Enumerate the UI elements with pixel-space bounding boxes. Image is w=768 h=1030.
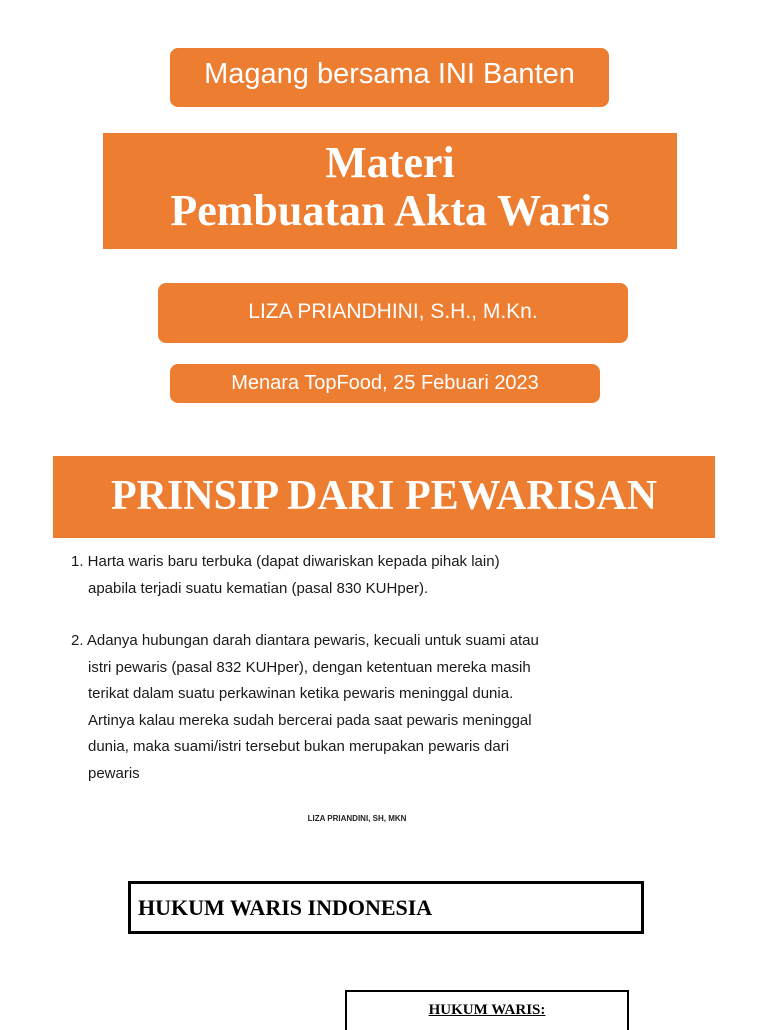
principle-item [71,628,631,787]
principle-line: terikat dalam suatu perkawinan ketika pewaris meninggal dunia. [88,685,514,702]
principle-line: apabila terjadi suatu kematian (pasal 830 KUHper). [88,579,429,597]
principle-item [71,549,631,602]
section-title-banner [53,456,715,538]
section-title: PRINSIP DARI PEWARISAN [110,473,658,519]
principle-line: istri pewaris (pasal 832 KUHper), dengan ketentuan mereka masih [88,658,531,676]
principle-line: Artinya kalau mereka sudah bercerai pada saat pewaris meninggal [88,711,532,729]
venue-banner [170,364,600,403]
principle-line: pewaris [88,764,140,782]
subtitle-text: Magang bersama INI Banten [204,58,575,90]
author-name: LIZA PRIANDHINI, S.H., M.Kn. [248,300,538,323]
principles-list [71,549,631,787]
principle-line: dunia, maka suami/istri tersebut bukan merupakan pewaris dari [88,738,510,755]
subtitle-banner [170,48,609,107]
principle-line: 2. Adanya hubungan darah diantara pewaris, kecuali untuk suami atau [71,632,539,649]
hukum-waris-heading: HUKUM WARIS INDONESIA [138,895,433,920]
title-line-2: Pembuatan Akta Waris [170,186,610,235]
title-box [103,133,677,249]
venue-date: Menara TopFood, 25 Febuari 2023 [231,372,539,394]
hukum-waris-sub-box [345,990,629,1030]
hukum-waris-heading-box [128,881,644,934]
title-line-1: Materi [325,138,455,187]
principle-line: 1. Harta waris baru terbuka (dapat diwariskan kepada pihak lain) [71,553,500,570]
hukum-waris-sub-heading: HUKUM WARIS: [428,1002,546,1018]
footer-author: LIZA PRIANDINI, SH, MKN [307,814,407,823]
author-banner [158,283,628,343]
